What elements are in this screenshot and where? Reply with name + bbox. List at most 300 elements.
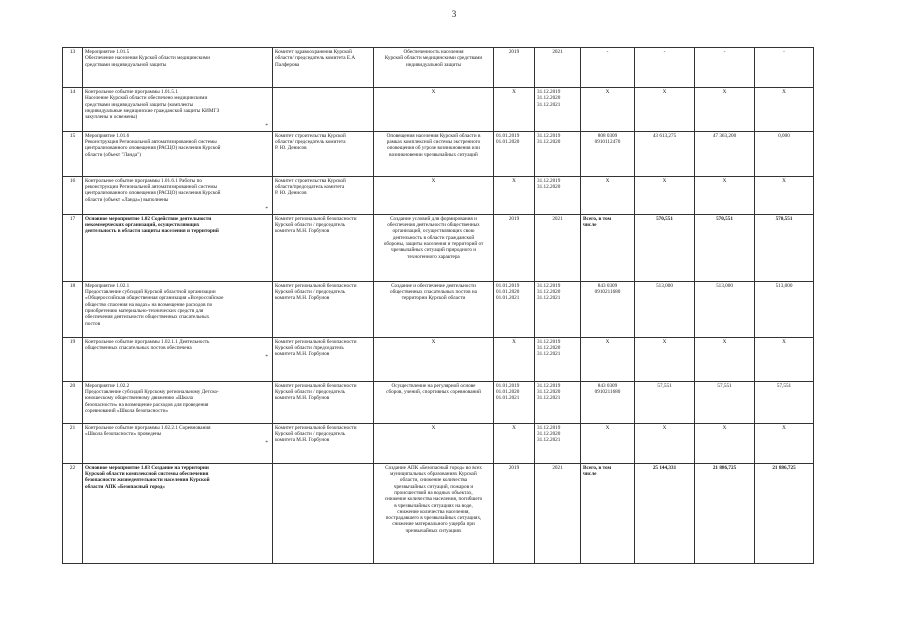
table-row (63, 463, 814, 563)
cell-value: X (782, 338, 786, 345)
cell-line: 31.12.2019 (537, 382, 561, 389)
cell-line: средствами индивидуальной защиты (комплекты (85, 101, 194, 108)
cell-line: 31.12.2019 (537, 177, 561, 184)
cell-line: Палферова (275, 61, 300, 68)
cell-value: 14 (69, 89, 76, 95)
end-date-cell (535, 214, 581, 281)
cell-line: области/ председатель комитета Е.А (275, 55, 356, 62)
cell-line: территории Курской области (401, 295, 466, 302)
cell-line: 0910112470 (594, 139, 621, 146)
start-date-cell (494, 131, 535, 176)
amount-cell (635, 214, 695, 281)
cell-line: Оповещения населения Курской области в (386, 132, 481, 139)
cell-line: в чрезвычайных ситуациях на воде, (394, 502, 473, 509)
cell-value: 19 (69, 338, 76, 345)
budget-code-cell (581, 463, 635, 563)
cell-line: общественных спасательных постов на (390, 289, 477, 296)
cell-line: 31.12.2020 (537, 345, 561, 352)
start-date-cell (494, 214, 535, 281)
result-cell (374, 88, 494, 132)
cell-line: возникновении чрезвычайных ситуаций (389, 151, 478, 158)
cell-value: 570,551 (775, 215, 793, 222)
cell-line: «Общероссийская общественная организация «Всероссийское (85, 295, 224, 302)
cell-value: 21 886,725 (772, 464, 796, 471)
cell-line: X (512, 424, 516, 431)
cell-value: X (662, 338, 667, 345)
cell-line: 31.12.2019 (537, 132, 561, 139)
cell-line: 2019 (508, 464, 520, 471)
amount-cell (755, 88, 814, 132)
cell-line: происшествий на водных объектах, (394, 489, 473, 496)
table-row (63, 337, 814, 381)
cell-line: Население Курской области обеспечено медицинскими (85, 95, 208, 102)
cell-line: 31.12.2020 (537, 431, 561, 438)
cell-line: области АПК «Безопасный город» (85, 483, 165, 490)
amount-cell (635, 88, 695, 132)
row-number (63, 48, 83, 88)
cell-value: 15 (69, 132, 76, 139)
cell-line: чрезвычайных ситуаций, пожаров и (393, 483, 474, 490)
cell-line: 31.12.2020 (537, 289, 561, 296)
amount-cell (755, 281, 814, 337)
amount-cell (695, 131, 755, 176)
cell-line: 01.01.2021 (496, 295, 520, 302)
cell-line: 31.12.2021 (537, 437, 561, 444)
cell-line: индивидуальной защиты (406, 61, 461, 68)
row-number (63, 176, 83, 214)
amount-cell (695, 48, 755, 88)
cell-value: 21 (69, 424, 76, 431)
cell-value: 18 (69, 282, 76, 289)
result-cell (374, 381, 494, 423)
cell-line: 31.12.2021 (537, 395, 561, 402)
start-date-cell (494, 463, 535, 563)
cell-line: 31.12.2021 (537, 351, 561, 358)
cell-value: X (722, 424, 727, 431)
cell-value: 57,551 (657, 382, 672, 389)
cell-line: числе (583, 471, 597, 478)
executor-cell (273, 281, 374, 337)
cell-line: X (605, 177, 610, 184)
end-date-cell (535, 281, 581, 337)
cell-line: централизованного оповещения (РАСЦО) населения Курской (85, 190, 221, 197)
amount-cell (695, 463, 755, 563)
control-event-marker: * (265, 440, 268, 447)
cell-line: Комитет региональной безопасности (275, 424, 357, 431)
cell-line: Курской области / председатель (275, 222, 346, 229)
cell-line: Обеспечение населения Курской области медицинскими (85, 55, 210, 62)
cell-line: Комитет строительства Курской (275, 177, 346, 184)
cell-value: - (723, 49, 726, 55)
cell-line: комитета М.Н. Горбунов (275, 437, 330, 444)
cell-line: Всего, в том (583, 215, 612, 222)
cell-line: 31.12.2019 (537, 424, 561, 431)
cell-line: Комитет строительства Курской (275, 132, 346, 139)
cell-value: 21 886,725 (712, 464, 737, 471)
executor-cell (273, 131, 374, 176)
cell-line: 2021 (552, 49, 563, 55)
cell-line: Курской области медицинскими средствами (384, 55, 483, 62)
cell-value: X (722, 177, 727, 184)
cell-line: 843 0309 (597, 282, 618, 289)
cell-line: муниципальных образованиях Курской (390, 471, 477, 478)
cell-line: комитета М.Н. Горбунов (275, 295, 330, 302)
cell-line: X (431, 338, 436, 345)
cell-line: области (объект «Ланда») выполнены (85, 196, 169, 203)
cell-line: деятельность в области защиты населения и территорий (85, 228, 219, 235)
executor-cell (273, 88, 374, 132)
start-date-cell (494, 337, 535, 381)
end-date-cell (535, 48, 581, 88)
cell-line: Контрольное событие программы 1.02.1.1 Деятельность (85, 338, 210, 345)
cell-value: 513,000 (656, 282, 673, 289)
cell-line: Предоставление субсидий Курскому региональному Детско- (85, 389, 219, 396)
cell-line: Основное мероприятие 1.03 Создание на территории (85, 464, 209, 471)
cell-line: Контрольное событие программы 1.01.5.1 (85, 89, 178, 95)
amount-cell (755, 48, 814, 88)
table-row (63, 423, 814, 463)
budget-code-cell (581, 176, 635, 214)
cell-value: 16 (69, 177, 76, 184)
cell-line: X (431, 89, 436, 95)
budget-code-cell (581, 214, 635, 281)
cell-line: 31.12.2020 (537, 389, 561, 396)
cell-value: 47 363,200 (712, 132, 737, 139)
cell-line: 01.01.2019 (496, 132, 520, 139)
cell-line: Реконструкция Региональной автоматизированной системы (85, 139, 217, 146)
end-date-cell (535, 88, 581, 132)
result-cell (374, 131, 494, 176)
cell-line: X (512, 89, 516, 95)
start-date-cell (494, 48, 535, 88)
row-number (63, 131, 83, 176)
event-cell (83, 88, 273, 132)
cell-line: безопасности жизнедеятельности населения Курской (85, 477, 210, 484)
amount-cell (695, 176, 755, 214)
end-date-cell (535, 131, 581, 176)
amount-cell (755, 214, 814, 281)
cell-line: Предоставление субсидий Курской областной организации (85, 289, 216, 296)
executor-cell (273, 214, 374, 281)
end-date-cell (535, 423, 581, 463)
cell-line: 01.01.2020 (496, 139, 520, 146)
cell-value: X (782, 89, 786, 95)
amount-cell (755, 131, 814, 176)
start-date-cell (494, 176, 535, 214)
cell-value: 43 613,275 (652, 132, 677, 139)
cell-value: X (662, 89, 667, 95)
budget-code-cell (581, 381, 635, 423)
cell-line: средствами индивидуальной защиты (85, 61, 167, 68)
cell-line: индивидуальные медицинские гражданской защиты КИМГЗ (85, 107, 220, 114)
table-row (63, 48, 814, 88)
cell-line: 2019 (508, 49, 520, 55)
cell-line: Мероприятие 1.01.6 (85, 132, 130, 139)
end-date-cell (535, 176, 581, 214)
budget-code-cell (581, 131, 635, 176)
cell-line: обороны, защиты населения и территорий от (383, 240, 484, 247)
amount-cell (635, 337, 695, 381)
cell-line: 31.12.2019 (537, 338, 561, 345)
cell-line: снижение количества населения, (397, 508, 470, 515)
row-number (63, 337, 83, 381)
budget-code-cell (581, 281, 635, 337)
cell-line: Основное мероприятие 1.02 Содействие деятельности (85, 215, 212, 222)
table-row (63, 214, 814, 281)
amount-cell (635, 176, 695, 214)
budget-code-cell (581, 88, 635, 132)
executor-cell (273, 48, 374, 88)
event-cell (83, 281, 273, 337)
cell-line: оповещения об угрозе возникновения или (387, 145, 480, 152)
cell-value: - (663, 49, 666, 55)
cell-line: обеспечения деятельности общественных спасательных (85, 314, 210, 321)
cell-value: 57,551 (717, 382, 732, 389)
control-event-marker: * (265, 354, 268, 361)
amount-cell (695, 88, 755, 132)
row-number (63, 463, 83, 563)
amount-cell (635, 131, 695, 176)
cell-value: - (783, 49, 785, 55)
cell-line: X (512, 177, 516, 184)
table-row (63, 88, 814, 132)
budget-code-cell (581, 337, 635, 381)
cell-value: 17 (69, 215, 76, 222)
cell-line: X (431, 177, 436, 184)
event-cell (83, 48, 273, 88)
result-cell (374, 281, 494, 337)
end-date-cell (535, 337, 581, 381)
table-row (63, 176, 814, 214)
cell-line: Всего, в том (583, 464, 612, 471)
row-number (63, 88, 83, 132)
cell-line: техногенного характера (407, 253, 460, 260)
cell-line: приобретению материально-технических средств для (85, 307, 204, 314)
budget-code-cell (581, 423, 635, 463)
cell-line: комитета М.Н. Горбунов (275, 228, 330, 235)
cell-line: некоммерческих организаций, осуществляющих (85, 222, 200, 229)
executor-cell (273, 463, 374, 563)
cell-line: 01.01.2019 (496, 382, 520, 389)
cell-line: X (431, 424, 436, 431)
result-cell (374, 214, 494, 281)
event-cell (83, 214, 273, 281)
cell-line: 2019 (508, 215, 520, 222)
cell-line: X (512, 338, 516, 345)
cell-line: общество спасения на водах» на возмещение расходов по (85, 301, 213, 308)
event-cell (83, 463, 273, 563)
cell-line: 01.01.2021 (496, 395, 520, 402)
cell-line: Курской области / председатель (275, 431, 346, 438)
amount-cell (635, 281, 695, 337)
event-cell (83, 337, 273, 381)
cell-value: 13 (69, 49, 76, 55)
amount-cell (755, 337, 814, 381)
cell-line: комитета М.Н. Горбунов (275, 395, 330, 402)
event-cell (83, 423, 273, 463)
amount-cell (695, 337, 755, 381)
cell-value: 570,551 (656, 215, 673, 222)
executor-cell (273, 337, 374, 381)
cell-line: постов (85, 320, 101, 327)
cell-line: безопасности» на возмещение расходов для проведения (85, 401, 209, 408)
executor-cell (273, 423, 374, 463)
table-row (63, 381, 814, 423)
amount-cell (755, 463, 814, 563)
amount-cell (755, 381, 814, 423)
amount-cell (755, 176, 814, 214)
result-cell (374, 337, 494, 381)
cell-line: 2021 (552, 215, 563, 222)
cell-value: 25 144,331 (652, 464, 677, 471)
cell-line: Создание условий для формирования и (390, 215, 477, 222)
row-number (63, 281, 83, 337)
cell-line: числе (583, 222, 597, 229)
cell-line: Комитет региональной безопасности (275, 338, 357, 345)
cell-line: области, снижение количества (399, 477, 468, 484)
cell-line: 31.12.2021 (537, 295, 561, 302)
amount-cell (695, 214, 755, 281)
event-cell (83, 131, 273, 176)
control-event-marker: * (265, 123, 268, 130)
cell-line: Комитет региональной безопасности (275, 215, 357, 222)
cell-value: 20 (69, 382, 76, 389)
cell-value: X (662, 177, 667, 184)
cell-value: X (662, 424, 667, 431)
cell-line: области (объект "Ланда") (85, 151, 141, 158)
table-row (63, 131, 814, 176)
amount-cell (635, 423, 695, 463)
cell-line: Комитет региональной безопасности (275, 282, 357, 289)
cell-line: 2021 (552, 464, 563, 471)
program-table (62, 47, 814, 564)
amount-cell (635, 48, 695, 88)
cell-line: закуплены и освежены) (85, 114, 138, 121)
cell-line: соревнований «Школа безопасности» (85, 407, 169, 414)
cell-line: 01.01.2020 (496, 389, 520, 396)
cell-line: Мероприятие 1.02.2 (85, 382, 130, 389)
cell-line: Осуществление на регулярной основе (391, 382, 476, 389)
start-date-cell (494, 281, 535, 337)
row-number (63, 214, 83, 281)
cell-line: сборов, учений, спортивных соревнований (386, 389, 481, 396)
cell-line: централизованного оповещения (РАСЦО) населения Курской (85, 145, 221, 152)
cell-line: Контрольное событие программы 1.02.2.1 Соревнования (85, 424, 211, 431)
control-event-marker: * (265, 205, 268, 212)
cell-line: 0910211680 (594, 389, 621, 396)
amount-cell (635, 463, 695, 563)
cell-value: 570,551 (716, 215, 733, 222)
cell-line: «Школа безопасности» проведены (85, 431, 162, 438)
start-date-cell (494, 423, 535, 463)
amount-cell (695, 423, 755, 463)
cell-value: X (722, 338, 727, 345)
executor-cell (273, 381, 374, 423)
cell-line: 01.01.2020 (496, 289, 520, 296)
cell-line: 01.01.2019 (496, 282, 520, 289)
cell-line: реконструкции Региональной автоматизированной системы (85, 184, 217, 191)
cell-line: 808 0309 (597, 132, 618, 139)
row-number (63, 381, 83, 423)
cell-value: 0,000 (778, 132, 790, 139)
cell-line: чрезвычайных ситуациях (405, 527, 462, 534)
cell-line: Р. Ю. Денисов (275, 145, 307, 152)
row-number (63, 423, 83, 463)
cell-line: деятельность в области гражданской (392, 234, 475, 241)
cell-value: 57,551 (776, 382, 792, 389)
cell-line: 31.12.2019 (537, 89, 561, 95)
cell-line: X (605, 89, 610, 95)
table-row (63, 281, 814, 337)
cell-line: области/ председатель комитета (275, 139, 346, 146)
cell-line: Р. Ю. Денисов (275, 190, 307, 197)
cell-line: X (605, 424, 610, 431)
cell-line: 31.12.2020 (537, 95, 561, 102)
result-cell (374, 463, 494, 563)
cell-line: чрезвычайных ситуаций природного и (391, 247, 476, 254)
cell-line: 31.12.2020 (537, 139, 561, 146)
cell-line: пострадавшего в чрезвычайных ситуациях, (385, 515, 482, 522)
cell-line: области/председатель комитета (275, 184, 345, 191)
event-cell (83, 176, 273, 214)
cell-line: Курской области / председатель (275, 289, 346, 296)
cell-line: Комитет региональной безопасности (275, 382, 357, 389)
cell-line: Контрольное событие программы 1.01.6.1 Работы по (85, 177, 202, 184)
cell-line: 31.12.2020 (537, 184, 561, 191)
event-cell (83, 381, 273, 423)
cell-line: 0910211680 (594, 289, 621, 296)
cell-line: Обеспеченность населения (403, 49, 464, 55)
cell-value: X (722, 89, 727, 95)
amount-cell (635, 381, 695, 423)
budget-code-cell (581, 48, 635, 88)
cell-line: юношескому общественному движению «Школа (85, 395, 193, 402)
cell-line: комитета М.Н. Горбунов (275, 351, 330, 358)
cell-line: X (605, 338, 610, 345)
cell-line: Комитет здравоохранения Курской (275, 49, 352, 55)
end-date-cell (535, 463, 581, 563)
amount-cell (695, 281, 755, 337)
result-cell (374, 423, 494, 463)
cell-line: 31.12.2021 (537, 101, 561, 108)
start-date-cell (494, 381, 535, 423)
end-date-cell (535, 381, 581, 423)
cell-line: Создание и обеспечение деятельности (391, 282, 476, 289)
amount-cell (755, 423, 814, 463)
result-cell (374, 176, 494, 214)
page-number: 3 (451, 9, 457, 19)
cell-line: Мероприятие 1.01.5 (85, 49, 130, 55)
cell-value: 513,000 (716, 282, 733, 289)
start-date-cell (494, 88, 535, 132)
table-body (63, 48, 814, 564)
cell-line: - (606, 49, 609, 55)
cell-value: X (782, 177, 786, 184)
cell-line: организаций, осуществляющих свою (392, 228, 475, 235)
cell-line: Курской области /председатель (275, 345, 344, 352)
cell-line: снижение количества населения, погибшего (384, 496, 483, 503)
result-cell (374, 48, 494, 88)
cell-line: 843 0309 (597, 382, 618, 389)
cell-line: общественных спасательных постов обеспечена (85, 345, 192, 352)
amount-cell (695, 381, 755, 423)
cell-line: 31.12.2019 (537, 282, 561, 289)
cell-line: снижение материального ущерба при (392, 521, 475, 528)
cell-value: 22 (69, 464, 76, 471)
cell-line: Мероприятие 1.02.1 (85, 282, 130, 289)
cell-value: 513,000 (775, 282, 793, 289)
cell-line: обеспечения деятельности общественных (387, 222, 480, 229)
